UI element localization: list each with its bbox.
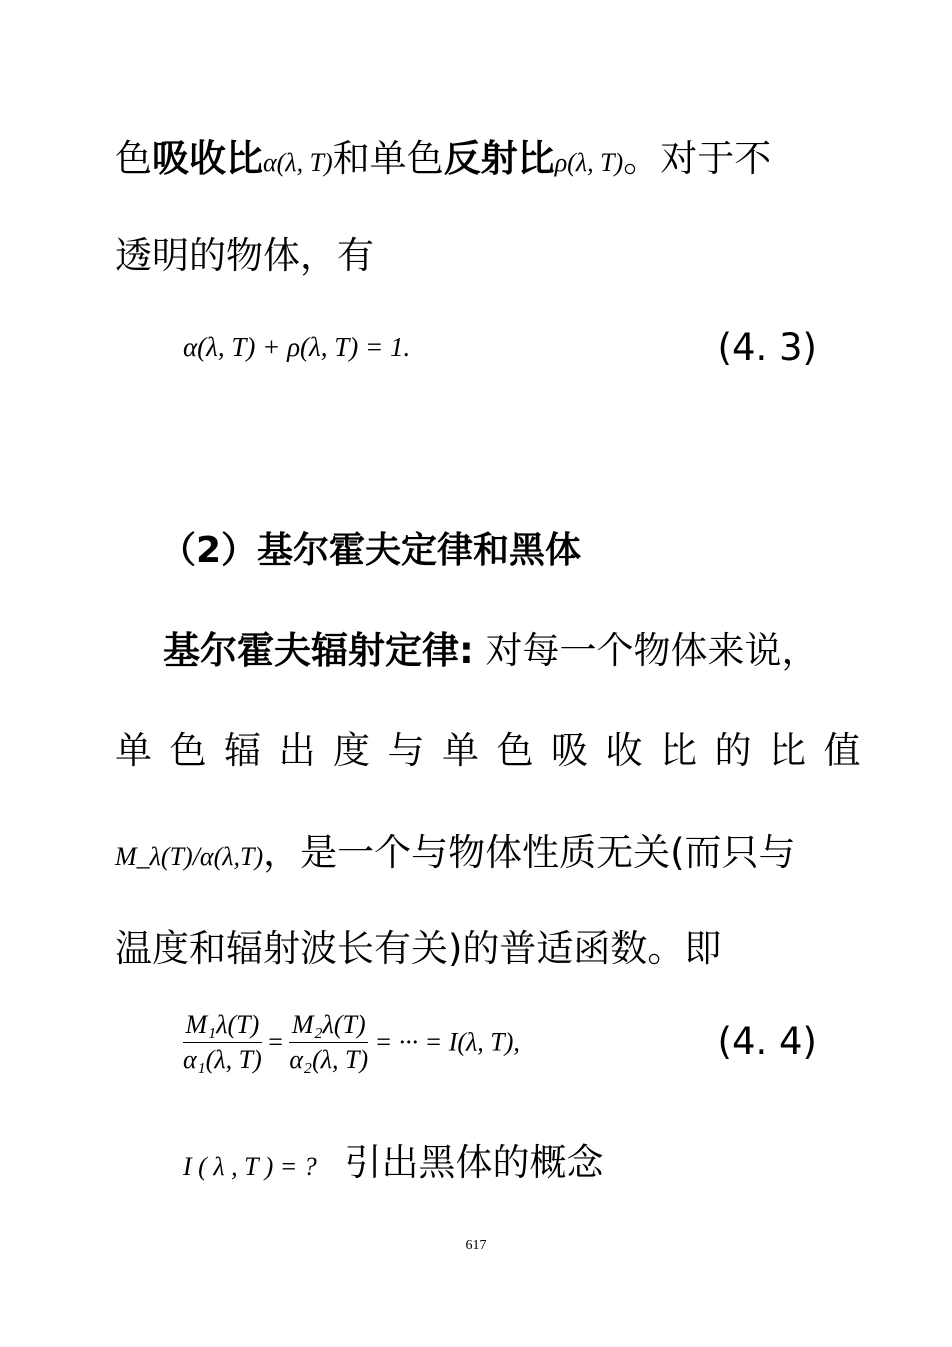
equation-4-4-tail: = ··· = I(λ, T), [374,1027,520,1057]
fraction-2-numerator: M₂λ(T) [289,1010,368,1043]
page-number: 617 [465,1238,487,1253]
ratio-text: ，是一个与物体性质无关(而只与 [263,831,796,874]
equation-4-4 [183,1010,520,1075]
blackbody-line [183,1132,604,1186]
equation-number-4-4: (4. 4) [717,1020,817,1063]
fraction-2-denominator: α₂(λ, T) [289,1045,369,1074]
math-rho: ρ(λ, T) [554,148,624,177]
term-absorptivity: 吸收比 [152,137,263,180]
text-prefix: 色 [115,137,152,180]
text-suffix: 。对于不 [623,137,772,180]
math-ratio: M_λ(T)/α(λ,T) [115,842,264,871]
math-I-question: I ( λ , T ) = ? [183,1152,317,1181]
fraction-1 [183,1010,262,1075]
equation-4-3: α(λ, T) + ρ(λ, T) = 1. [183,332,411,362]
term-reflectivity: 反射比 [443,137,555,180]
math-alpha: α(λ, T) [263,148,333,177]
spaced-line: 单色辐出度与单色吸收比的比值 [115,729,878,772]
kirchhoff-line [163,620,819,674]
kirchhoff-text: 对每一个物体来说， [473,629,819,672]
fraction-1-numerator: M₁λ(T) [183,1010,262,1043]
blackbody-text: 引出黑体的概念 [344,1141,604,1184]
section-heading: （2）基尔霍夫定律和黑体 [160,530,582,571]
kirchhoff-term: 基尔霍夫辐射定律: [163,629,474,672]
text-line-1 [115,128,771,182]
temperature-line: 温度和辐射波长有关)的普适函数。即 [115,927,722,970]
text-line-2: 透明的物体，有 [115,234,374,277]
equation-number-4-3: (4. 3) [717,326,817,369]
fraction-2 [289,1010,368,1075]
text-mid: 和单色 [332,137,444,180]
ratio-line [115,822,796,876]
fraction-1-denominator: α₁(λ, T) [183,1045,262,1074]
equals-sign: = [268,1027,283,1057]
